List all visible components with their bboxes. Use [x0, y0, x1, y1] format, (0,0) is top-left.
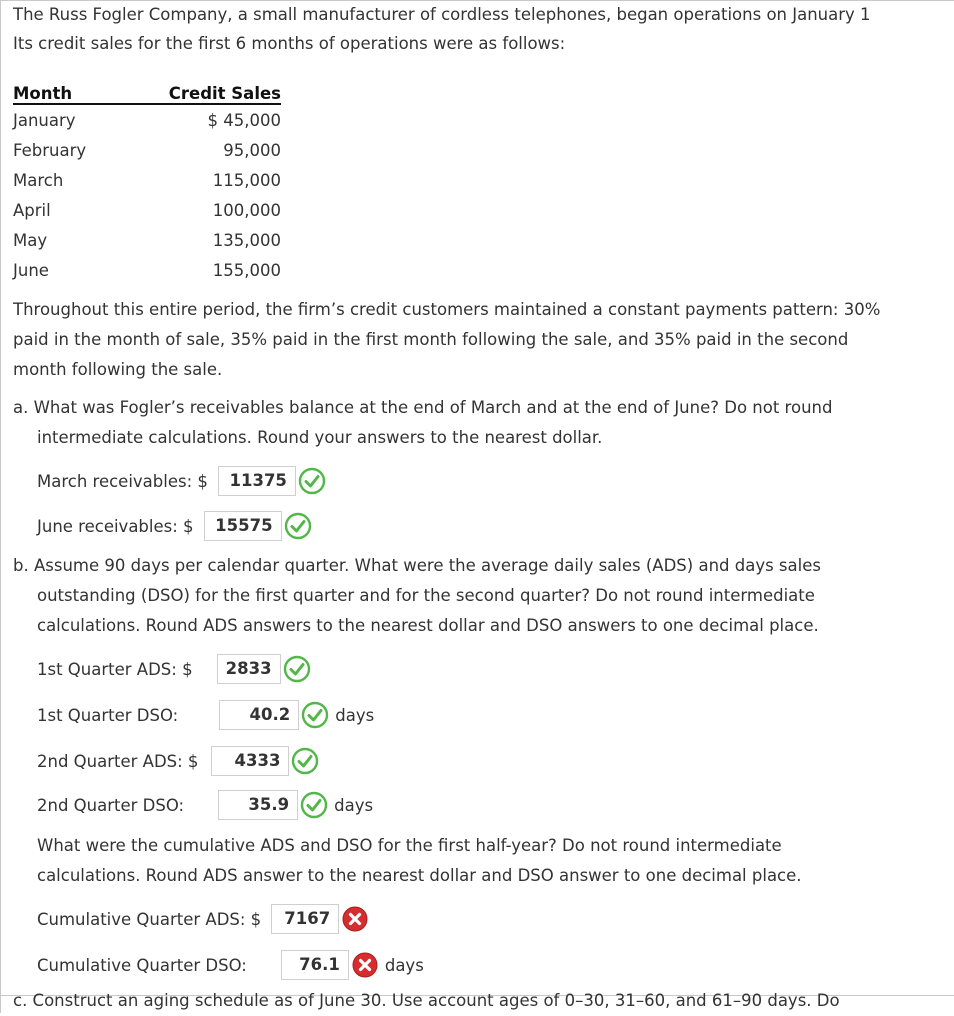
part-b-question-line-2: outstanding (DSO) for the first quarter and for the second quarter? Do not round intermediate [37, 586, 815, 605]
month-header: Month [13, 84, 73, 103]
sales-cell: 135,000 [212, 230, 281, 250]
intro-line-1: The Russ Fogler Company, a small manufacturer of cordless telephones, began operations on January 1 [13, 5, 871, 24]
q2-dso-input[interactable]: 35.9 [218, 790, 298, 820]
table-row [13, 255, 281, 285]
table-row [13, 165, 281, 195]
sales-cell: 155,000 [212, 260, 281, 280]
month-cell: May [13, 230, 48, 250]
march-receivables-row [37, 464, 326, 498]
correct-check-icon [301, 701, 329, 729]
correct-check-icon [300, 791, 328, 819]
cumulative-dso-label: Cumulative Quarter DSO: [37, 955, 247, 975]
cumulative-ads-row [37, 902, 369, 936]
correct-check-icon [291, 747, 319, 775]
sales-cell: 100,000 [212, 200, 281, 220]
part-a-question-line-1: a. What was Fogler’s receivables balance at the end of March and at the end of June? Do not round [13, 398, 833, 417]
q2-ads-row [37, 744, 319, 778]
part-b-question-line-3: calculations. Round ADS answers to the nearest dollar and DSO answers to one decimal place. [37, 616, 819, 635]
part-b-question-line-1: b. Assume 90 days per calendar quarter. What were the average daily sales (ADS) and days sales [13, 556, 821, 575]
cumulative-dso-input[interactable]: 76.1 [281, 950, 349, 980]
month-cell: March [13, 170, 64, 190]
q2-dso-label: 2nd Quarter DSO: [37, 795, 185, 815]
cumulative-dso-unit: days [384, 955, 424, 975]
june-receivables-label: June receivables: $ [37, 516, 194, 536]
month-cell: January [13, 110, 76, 130]
pattern-line-1: Throughout this entire period, the firm’s credit customers maintained a constant payments pattern: 30% [13, 300, 881, 319]
month-cell: April [13, 200, 51, 220]
june-receivables-input[interactable]: 15575 [204, 511, 282, 541]
part-c-question-line-1: c. Construct an aging schedule as of June 30. Use account ages of 0–30, 31–60, and 61–90 days. Do [13, 991, 840, 1010]
cumulative-question-line-2: calculations. Round ADS answer to the nearest dollar and DSO answer to one decimal place. [37, 866, 802, 885]
incorrect-x-icon [341, 905, 369, 933]
q1-dso-row [37, 698, 374, 732]
q2-dso-unit: days [334, 795, 374, 815]
cumulative-ads-input[interactable]: 7167 [271, 904, 339, 934]
table-row [13, 195, 281, 225]
part-a-question-line-2: intermediate calculations. Round your answers to the nearest dollar. [37, 428, 603, 447]
pattern-line-2: paid in the month of sale, 35% paid in the first month following the sale, and 35% paid in the second [13, 330, 849, 349]
sales-cell: $ 45,000 [207, 110, 281, 130]
month-cell: February [13, 140, 87, 160]
march-receivables-label: March receivables: $ [37, 471, 208, 491]
q1-dso-input[interactable]: 40.2 [219, 700, 299, 730]
march-receivables-input[interactable]: 11375 [218, 466, 296, 496]
pattern-line-3: month following the sale. [13, 360, 223, 379]
credit-sales-table [13, 74, 281, 285]
cumulative-dso-row [37, 948, 424, 982]
cumulative-question-line-1: What were the cumulative ADS and DSO for the first half-year? Do not round intermediate [37, 836, 782, 855]
cumulative-ads-label: Cumulative Quarter ADS: $ [37, 909, 262, 929]
q1-ads-label: 1st Quarter ADS: $ [37, 659, 193, 679]
q2-dso-row [37, 788, 373, 822]
q2-ads-label: 2nd Quarter ADS: $ [37, 751, 199, 771]
q2-ads-input[interactable]: 4333 [211, 746, 289, 776]
intro-line-2: Its credit sales for the first 6 months of operations were as follows: [13, 34, 566, 53]
table-row [13, 225, 281, 255]
month-cell: June [13, 260, 49, 280]
q1-dso-label: 1st Quarter DSO: [37, 705, 179, 725]
correct-check-icon [284, 512, 312, 540]
q1-dso-unit: days [335, 705, 375, 725]
q1-ads-row [37, 652, 311, 686]
sales-cell: 115,000 [212, 170, 281, 190]
incorrect-x-icon [351, 951, 379, 979]
correct-check-icon [283, 655, 311, 683]
table-row [13, 135, 281, 165]
sales-cell: 95,000 [223, 140, 281, 160]
q1-ads-input[interactable]: 2833 [217, 654, 281, 684]
table-row [13, 104, 281, 135]
credit-sales-header: Credit Sales [168, 84, 281, 103]
june-receivables-row [37, 509, 312, 543]
correct-check-icon [298, 467, 326, 495]
